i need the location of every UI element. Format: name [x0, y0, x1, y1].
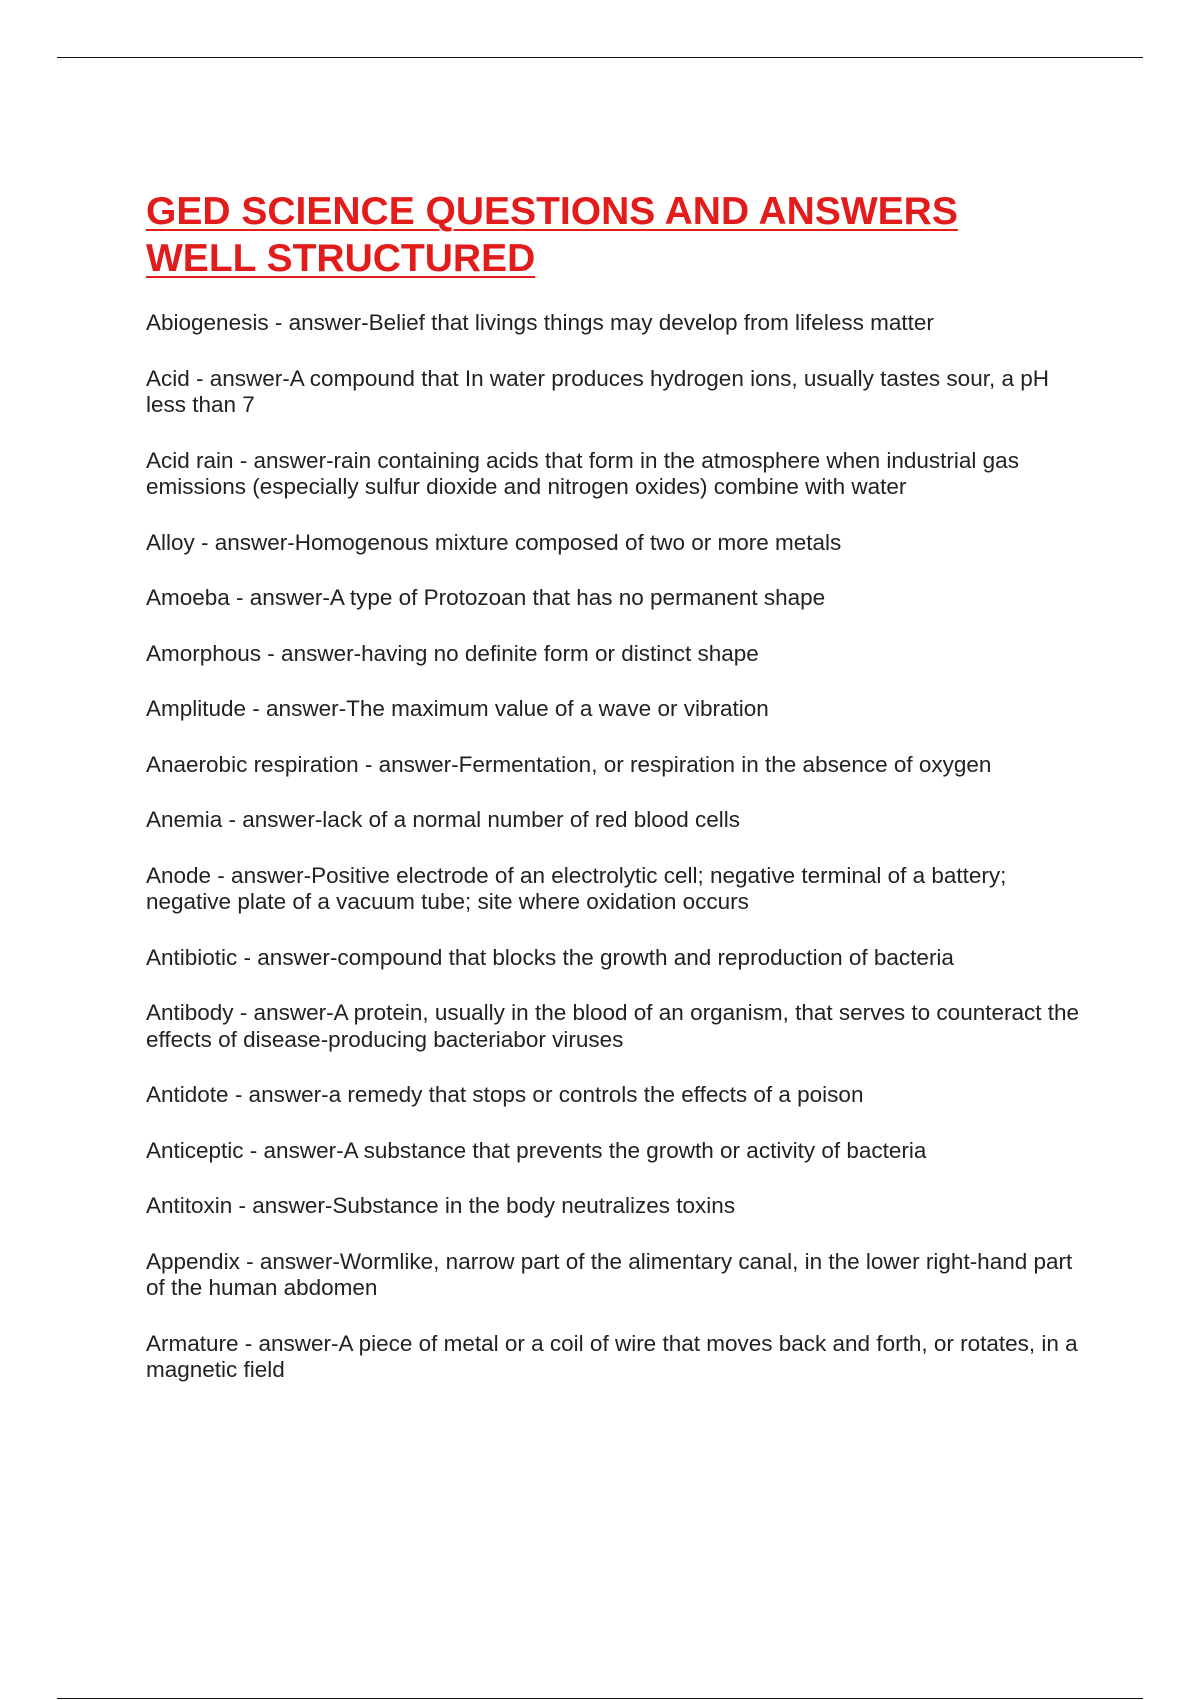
qa-list — [146, 310, 1086, 1384]
qa-entry: Anaerobic respiration - answer-Fermentation, or respiration in the absence of oxygen — [146, 751, 992, 777]
qa-entry: Acid rain - answer-rain containing acids that form in the atmosphere when industrial gas emissions (especially sulfur dioxide and nitrogen oxides) combine with water — [146, 447, 1019, 499]
qa-entry: Antidote - answer-a remedy that stops or controls the effects of a poison — [146, 1082, 864, 1107]
document-body — [146, 188, 1086, 1413]
qa-entry: Amorphous - answer-having no definite form or distinct shape — [146, 640, 759, 666]
qa-entry: Anticeptic - answer-A substance that prevents the growth or activity of bacteria — [146, 1137, 927, 1163]
qa-entry: Antibiotic - answer-compound that blocks the growth and reproduction of bacteria — [146, 944, 954, 970]
qa-entry: Anemia - answer-lack of a normal number of red blood cells — [146, 807, 741, 832]
qa-entry: Anode - answer-Positive electrode of an electrolytic cell; negative terminal of a battery; negative plate of a vacuum tube; site where oxidation occurs — [146, 862, 1007, 914]
title-line-2: WELL STRUCTURED — [146, 237, 536, 280]
qa-entry: Appendix - answer-Wormlike, narrow part of the alimentary canal, in the lower right-hand part of the human abdomen — [146, 1248, 1073, 1300]
qa-entry: Amplitude - answer-The maximum value of a wave or vibration — [146, 696, 769, 721]
qa-entry: Antitoxin - answer-Substance in the body neutralizes toxins — [146, 1193, 736, 1218]
qa-entry: Amoeba - answer-A type of Protozoan that has no permanent shape — [146, 585, 826, 610]
top-rule — [57, 57, 1143, 58]
bottom-rule — [57, 1698, 1143, 1699]
qa-entry: Acid - answer-A compound that In water produces hydrogen ions, usually tastes sour, a pH less than 7 — [146, 365, 1049, 417]
qa-entry: Antibody - answer-A protein, usually in the blood of an organism, that serves to counteract the effects of disease-producing bacteriabor viruses — [146, 1000, 1080, 1052]
title-line-1: GED SCIENCE QUESTIONS AND ANSWERS — [146, 190, 958, 233]
qa-entry: Abiogenesis - answer-Belief that livings things may develop from lifeless matter — [146, 310, 934, 335]
document-title — [146, 188, 1086, 282]
qa-entry: Alloy - answer-Homogenous mixture composed of two or more metals — [146, 529, 842, 555]
qa-entry: Armature - answer-A piece of metal or a coil of wire that moves back and forth, or rotates, in a magnetic field — [146, 1330, 1078, 1382]
